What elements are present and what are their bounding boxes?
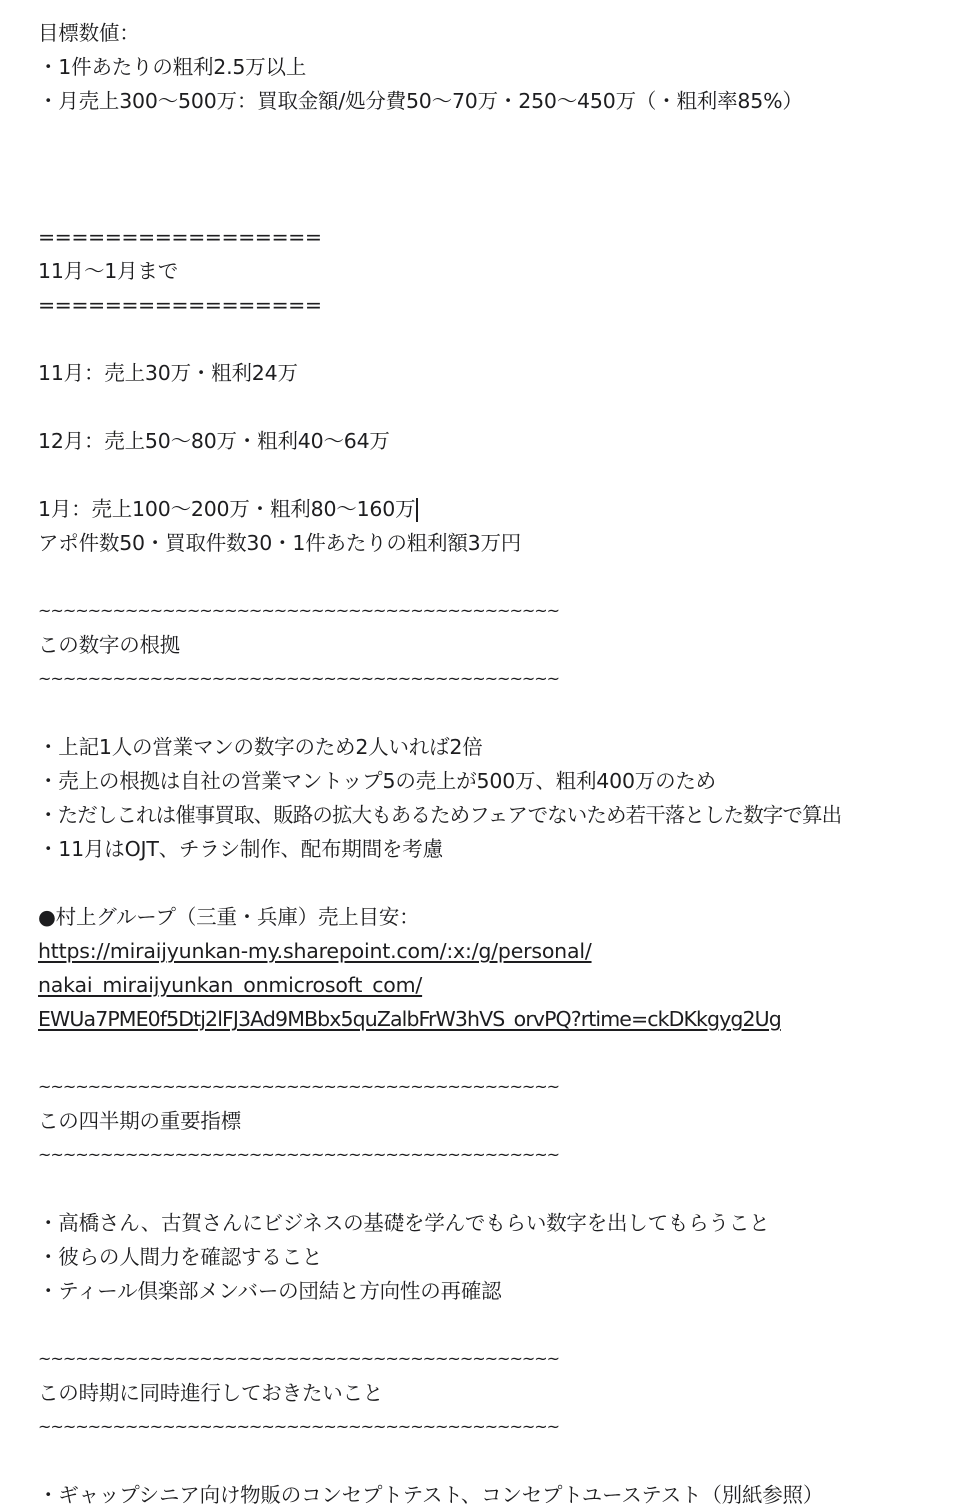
quarter-kpi-item: ・彼らの人間力を確認すること <box>38 1245 323 1269</box>
blank-line <box>38 1308 958 1342</box>
tilde-divider: ~~~~~~~~~~~~~~~~~~~~~~~~~~~~~~~~~~~~~~~~~~ <box>38 1349 560 1368</box>
quarter-kpi-item: ・ティール倶楽部メンバーの団結と方向性の再確認 <box>38 1279 502 1303</box>
blank-line <box>38 186 958 220</box>
equals-rule: ================= <box>38 225 322 249</box>
text-cursor <box>416 498 418 522</box>
document-body[interactable] <box>38 16 958 1512</box>
blank-line <box>38 152 958 186</box>
equals-rule: ================= <box>38 293 322 317</box>
kpi-line: アポ件数50・買取件数30・1件あたりの粗利額3万円 <box>38 531 522 555</box>
period-title: 11月〜1月まで <box>38 259 179 283</box>
sharepoint-link[interactable]: EWUa7PME0f5Dtj2lFJ3Ad9MBbx5quZalbFrW3hVS_orvPQ?rtime=ckDKkgyg2Ug <box>38 1007 781 1031</box>
quarter-kpi-title: この四半期の重要指標 <box>38 1109 241 1133</box>
sharepoint-link-line[interactable] <box>38 1002 958 1036</box>
sharepoint-link[interactable]: nakai_miraijyunkan_onmicrosoft_com/ <box>38 973 423 997</box>
basis-item: ・上記1人の営業マンの数字のため2人いれば2倍 <box>38 735 483 759</box>
sharepoint-link[interactable]: https://miraijyunkan-my.sharepoint.com/:x:/g/personal/ <box>38 939 592 963</box>
murakami-label: ●村上グループ（三重・兵庫）売上目安： <box>38 905 420 929</box>
sharepoint-link-line[interactable] <box>38 968 958 1002</box>
tilde-divider: ~~~~~~~~~~~~~~~~~~~~~~~~~~~~~~~~~~~~~~~~~~ <box>38 669 560 688</box>
basis-title: この数字の根拠 <box>38 633 181 657</box>
blank-line <box>38 1172 958 1206</box>
quarter-kpi-item: ・高橋さん、古賀さんにビジネスの基礎を学んでもらい数字を出してもらうこと <box>38 1211 770 1235</box>
month-dec: 12月：売上50〜80万・粗利40〜64万 <box>38 429 390 453</box>
month-jan-line <box>38 492 958 526</box>
blank-line <box>38 560 958 594</box>
blank-line <box>38 1444 958 1478</box>
blank-line <box>38 118 958 152</box>
blank-line <box>38 458 958 492</box>
targets-heading: 目標数値： <box>38 21 140 45</box>
month-nov: 11月：売上30万・粗利24万 <box>38 361 298 385</box>
target-item: ・月売上300〜500万：買取金額/処分費50〜70万・250〜450万（・粗利率85%） <box>38 89 803 113</box>
tilde-divider: ~~~~~~~~~~~~~~~~~~~~~~~~~~~~~~~~~~~~~~~~~~ <box>38 1417 560 1436</box>
parallel-item: ・ギャップシニア向け物販のコンセプトテスト、コンセプトユーステスト（別紙参照） <box>38 1483 824 1507</box>
blank-line <box>38 696 958 730</box>
basis-item: ・売上の根拠は自社の営業マントップ5の売上が500万、粗利400万のため <box>38 769 716 793</box>
basis-item: ・ただしこれは催事買取、販路の拡大もあるためフェアでないため若干落とした数字で算出 <box>38 803 842 827</box>
tilde-divider: ~~~~~~~~~~~~~~~~~~~~~~~~~~~~~~~~~~~~~~~~~~ <box>38 601 560 620</box>
blank-line <box>38 322 958 356</box>
tilde-divider: ~~~~~~~~~~~~~~~~~~~~~~~~~~~~~~~~~~~~~~~~~~ <box>38 1145 560 1164</box>
blank-line <box>38 866 958 900</box>
sharepoint-link-line[interactable] <box>38 934 958 968</box>
target-item: ・1件あたりの粗利2.5万以上 <box>38 55 307 79</box>
blank-line <box>38 390 958 424</box>
blank-line <box>38 1036 958 1070</box>
basis-item: ・11月はOJT、チラシ制作、配布期間を考慮 <box>38 837 443 861</box>
parallel-title: この時期に同時進行しておきたいこと <box>38 1381 384 1405</box>
month-jan: 1月：売上100〜200万・粗利80〜160万 <box>38 497 416 521</box>
tilde-divider: ~~~~~~~~~~~~~~~~~~~~~~~~~~~~~~~~~~~~~~~~~~ <box>38 1077 560 1096</box>
